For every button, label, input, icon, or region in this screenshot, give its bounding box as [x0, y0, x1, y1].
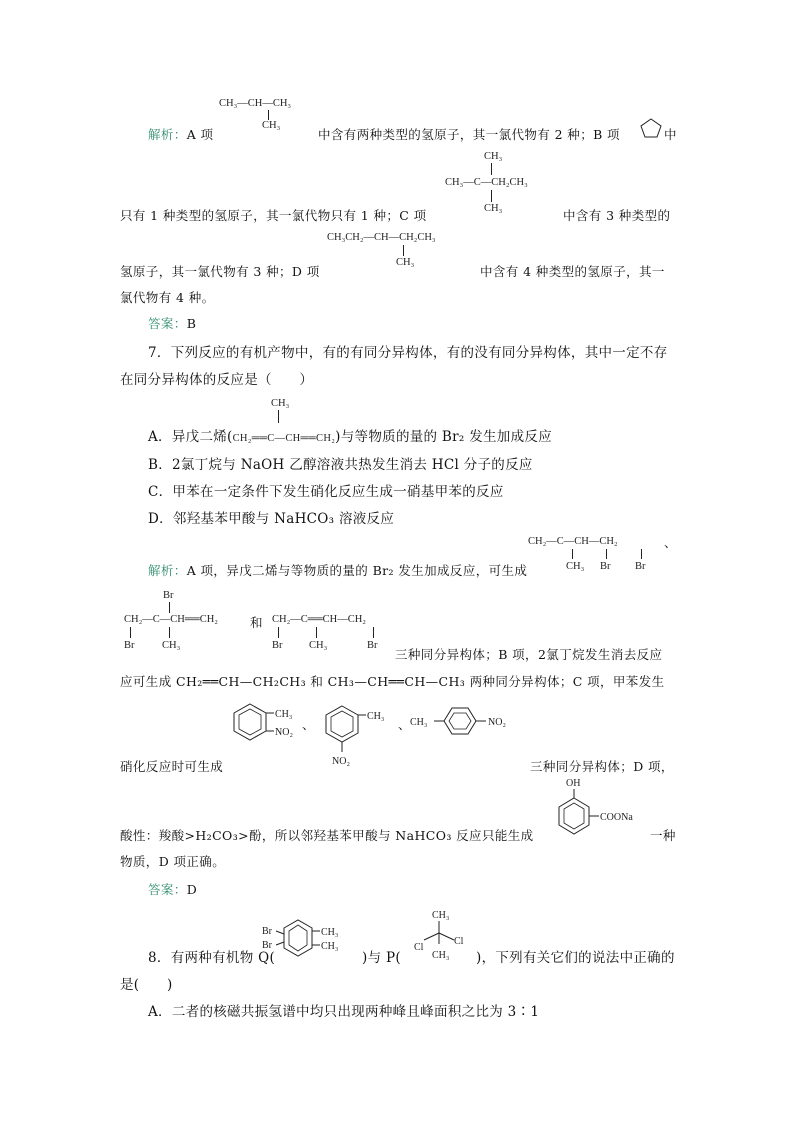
text: 8．有两种有机物 Q(	[148, 950, 276, 966]
text: 酸性：羧酸>H₂CO₃>酚，所以邻羟基苯甲酸与 NaHCO₃ 反应只能生成	[120, 828, 534, 843]
solution6-line1-tail	[664, 125, 677, 143]
isoprene-branch	[271, 398, 289, 409]
answer6	[148, 314, 196, 332]
ch3-label: CH₃	[321, 927, 339, 938]
q7-optD	[148, 507, 394, 527]
formula-text: Br	[163, 590, 174, 601]
bond-line	[491, 163, 492, 175]
solution6-line3b	[480, 262, 665, 280]
formula-text: CH₃—C—CH₂CH₃	[445, 177, 528, 188]
ch3-label: CH₃	[367, 711, 385, 722]
text: 中含有 4 种类型的氢原子，其一	[480, 264, 665, 279]
solution7-line5	[120, 826, 534, 844]
answer-value: D	[186, 882, 198, 897]
product1-br1	[600, 561, 611, 572]
text: 7．下列反应的有机产物中，有的有同分异构体，有的没有同分异构体，其中一定不存	[148, 345, 668, 361]
solution7-line1	[148, 561, 527, 579]
ch3-label: CH₃	[432, 950, 450, 961]
no2-label: NO₂	[488, 717, 506, 728]
text: A 项	[186, 127, 214, 142]
text: 一种	[650, 828, 676, 843]
bond-line	[169, 602, 170, 613]
formula-text: CH₃—CH—CH₃	[219, 98, 292, 109]
q8-stem-mid	[362, 946, 401, 966]
q8-stem-suffix	[476, 946, 675, 966]
formula-text: CH₂—C—CH—CH₂	[528, 536, 618, 547]
text: )与等物质的量的 Br₂ 发生加成反应	[335, 429, 553, 445]
text: 在同分异构体的反应是（ ）	[120, 372, 314, 388]
q7-stem-line1	[148, 341, 668, 361]
bond-line	[606, 549, 607, 559]
solution6-line1b	[318, 125, 620, 143]
bond-line	[130, 627, 131, 638]
text: 氢原子，其一氯代物有 3 种；D 项	[120, 264, 320, 279]
q8-stem-prefix	[148, 946, 275, 966]
text: 中	[664, 127, 677, 142]
cl-label: Cl	[414, 942, 424, 953]
product2-br-top	[163, 590, 174, 601]
and-word	[250, 613, 263, 631]
bond-line	[278, 410, 279, 423]
neopentane-top	[484, 151, 502, 162]
bond-line	[572, 549, 573, 559]
neopentane-bottom	[484, 203, 502, 214]
bond-line	[268, 110, 269, 120]
solution6-line2b	[563, 206, 670, 224]
product2-ch3	[162, 640, 180, 651]
text: 中含有两种类型的氢原子，其一氯代物有 2 种；B 项	[318, 127, 620, 142]
separator	[302, 715, 315, 733]
text: )与 P(	[362, 950, 401, 966]
text: 应可生成 CH₂══CH—CH₂CH₃ 和 CH₃—CH══CH—CH₃ 两种同分异构体；C 项，甲苯发生	[120, 674, 665, 689]
product2-br-bottom	[124, 640, 135, 651]
isobutane-structure	[219, 98, 291, 109]
answer-label: 答案：	[148, 882, 187, 897]
solution-label: 解析：	[148, 127, 187, 142]
product3-br2	[367, 640, 378, 651]
product3-br1	[272, 640, 283, 651]
q8-stem-line2	[120, 973, 173, 993]
product1-ch3	[566, 561, 584, 572]
formula-text: CH₃	[396, 257, 415, 268]
bond-line	[278, 627, 279, 638]
no2-label: NO₂	[332, 756, 350, 767]
bond-line	[373, 627, 374, 638]
solution6-line3	[120, 262, 320, 280]
text: A 项，异戊二烯与等物质的量的 Br₂ 发生加成反应，可生成	[186, 563, 528, 578]
formula-text: Br	[124, 640, 135, 651]
text: 、	[398, 717, 411, 732]
product3-structure	[272, 614, 366, 625]
formula-text: CH₃	[271, 398, 290, 409]
text: C．甲苯在一定条件下发生硝化反应生成一硝基甲苯的反应	[148, 484, 504, 500]
solution7-line2	[395, 645, 662, 663]
p-nitrotoluene-structure	[408, 700, 538, 745]
text: 只有 1 种类型的氢原子，其一氯代物只有 1 种；C 项	[120, 208, 427, 223]
isoprene-formula: CH₂══C—CH══CH₂	[232, 433, 336, 444]
br-label: Br	[262, 926, 272, 937]
oh-label: OH	[566, 778, 581, 789]
text: B．2氯丁烷与 NaOH 乙醇溶液共热发生消去 HCl 分子的反应	[148, 457, 533, 473]
solution7-line5b	[650, 826, 676, 844]
text: 硝化反应时可生成	[120, 759, 224, 774]
text: 氯代物有 4 种。	[120, 290, 215, 305]
answer-value: B	[186, 316, 197, 331]
cl-label: Cl	[454, 936, 464, 947]
o-nitrotoluene-structure	[228, 700, 308, 750]
bond-line	[491, 190, 492, 202]
formula-text: Br	[635, 561, 646, 572]
hexane-branch	[396, 257, 414, 268]
br-label: Br	[262, 940, 272, 951]
text: 和	[250, 615, 263, 630]
text: 三种同分异构体；B 项，2氯丁烷发生消去反应	[395, 647, 663, 662]
solution7-line4	[120, 757, 223, 775]
solution-label: 解析：	[148, 563, 187, 578]
formula-text: CH₃	[262, 120, 281, 131]
product1-structure	[528, 536, 618, 547]
q7-optB	[148, 453, 533, 473]
solution7-line3	[120, 672, 665, 690]
coona-label: COONa	[600, 812, 633, 823]
text: 、	[664, 535, 677, 550]
hexane-structure	[327, 232, 436, 243]
formula-text: CH₂—C—CH══CH₂	[124, 614, 218, 625]
solution6-line4	[120, 288, 215, 306]
text: )，下列有关它们的说法中正确的	[476, 950, 675, 966]
bond-line	[641, 549, 642, 559]
bond-line	[403, 245, 404, 256]
isobutane-branch	[262, 120, 280, 131]
text: 是( )	[120, 977, 173, 993]
q7-optA	[148, 425, 552, 445]
formula-text: Br	[367, 640, 378, 651]
solution6-line1	[148, 125, 213, 143]
answer7	[148, 880, 197, 898]
answer-label: 答案：	[148, 316, 187, 331]
bond-line	[169, 627, 170, 638]
text: 、	[302, 717, 315, 732]
text: A．异戊二烯(	[148, 429, 233, 445]
sodium-salicylate-structure	[552, 778, 652, 838]
formula-text: CH₃	[309, 640, 328, 651]
formula-text: CH₃	[162, 640, 181, 651]
formula-text: Br	[600, 561, 611, 572]
ch3-label: CH₃	[432, 910, 450, 921]
product3-ch3	[309, 640, 327, 651]
text: 三种同分异构体；D 项，	[530, 759, 674, 774]
formula-text: CH₃	[566, 561, 585, 572]
solution7-line4b	[530, 757, 674, 775]
separator	[664, 533, 677, 551]
text: A．二者的核磁共振氢谱中均只出现两种峰且峰面积之比为 3∶1	[148, 1004, 540, 1020]
cyclopentane-icon	[640, 118, 662, 138]
formula-text: Br	[272, 640, 283, 651]
formula-text: CH₂—C══CH—CH₂	[272, 614, 366, 625]
no2-label: NO₂	[275, 727, 293, 738]
text: D．邻羟基苯甲酸与 NaHCO₃ 溶液反应	[148, 511, 395, 527]
q7-stem-line2	[120, 368, 313, 388]
solution6-line2	[120, 206, 427, 224]
product1-br2	[635, 561, 646, 572]
q8-optA	[148, 1000, 539, 1020]
product2-structure	[124, 614, 218, 625]
ch3-label: CH₃	[275, 709, 293, 720]
bond-line	[316, 627, 317, 638]
compound-q-structure	[262, 914, 362, 964]
neopentane-mid	[445, 177, 528, 188]
ch3-label: CH₃	[410, 717, 428, 728]
compound-p-structure	[406, 906, 476, 966]
q7-optC	[148, 480, 504, 500]
solution7-line6	[120, 852, 225, 870]
text: 物质，D 项正确。	[120, 854, 226, 869]
ch3-label: CH₃	[321, 941, 339, 952]
text: 中含有 3 种类型的	[563, 208, 671, 223]
m-nitrotoluene-structure	[318, 700, 398, 770]
formula-text: CH₃	[484, 151, 503, 162]
formula-text: CH₃CH₂—CH—CH₂CH₃	[327, 232, 436, 243]
formula-text: CH₃	[484, 203, 503, 214]
